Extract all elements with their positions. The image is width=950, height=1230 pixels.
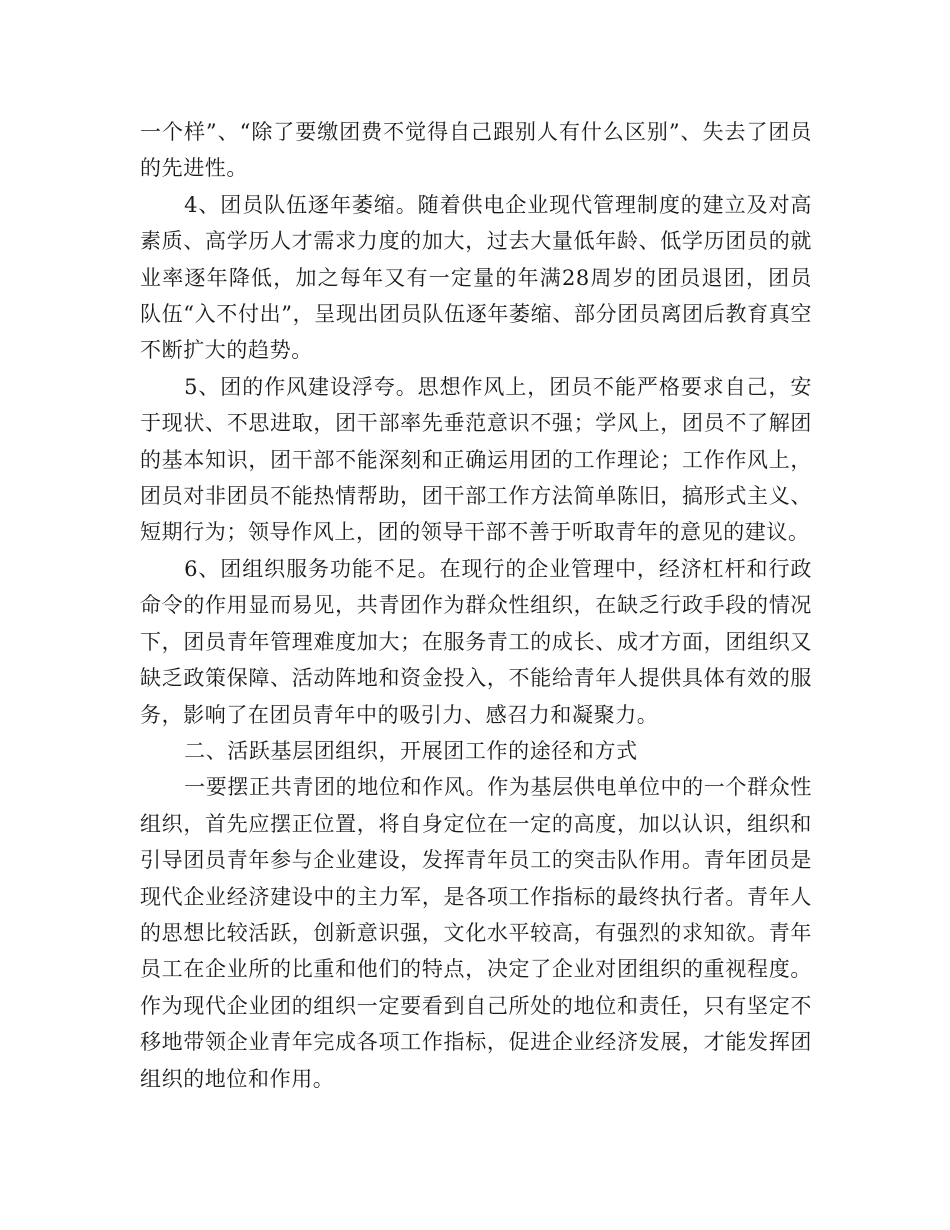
section-heading: 二、活跃基层团组织，开展团工作的途径和方式	[184, 738, 638, 763]
paragraph-item-5: 5、团的作风建设浮夸。思想作风上，团员不能严格要求自己，安于现状、不思进取，团干部率先垂范意识不强；学风上，团员不了解团的基本知识，团干部不能深刻和正确运用团的工作理论；工作作风上，团员对非团员不能热情帮助，团干部工作方法简单陈旧，搞形式主义、短期行为；领导作风上，团的领导干部不善于听取青年的意见的建议。	[140, 374, 812, 545]
paragraph-item-4: 4、团员队伍逐年萎缩。随着供电企业现代管理制度的建立及对高素质、高学历人才需求力度的加大，过去大量低年龄、低学历团员的就业率逐年降低，加之每年又有一定量的年满28周岁的团员退团，团员队伍“入不付出”，呈现出团员队伍逐年萎缩、部分团员离团后教育真空不断扩大的趋势。	[140, 192, 812, 363]
paragraph-continuation: 一个样”、“除了要缴团费不觉得自己跟别人有什么区别”、失去了团员的先进性。	[140, 120, 812, 181]
document-page	[140, 114, 812, 1097]
paragraph-first-point: 一要摆正共青团的地位和作风。作为基层供电单位中的一个群众性组织，首先应摆正位置，将自身定位在一定的高度，加以认识，组织和引导团员青年参与企业建设，发挥青年员工的突击队作用。青年团员是现代企业经济建设中的主力军，是各项工作指标的最终执行者。青年人的思想比较活跃，创新意识强，文化水平较高，有强烈的求知欲。青年员工在企业所的比重和他们的特点，决定了企业对团组织的重视程度。作为现代企业团的组织一定要看到自己所处的地位和责任，只有坚定不移地带领企业青年完成各项工作指标，促进企业经济发展，才能发挥团组织的地位和作用。	[140, 775, 812, 1091]
paragraph-item-6: 6、团组织服务功能不足。在现行的企业管理中，经济杠杆和行政命令的作用显而易见，共青团作为群众性组织，在缺乏行政手段的情况下，团员青年管理难度加大；在服务青工的成长、成才方面，团组织又缺乏政策保障、活动阵地和资金投入，不能给青年人提供具体有效的服务，影响了在团员青年中的吸引力、感召力和凝聚力。	[140, 556, 812, 727]
